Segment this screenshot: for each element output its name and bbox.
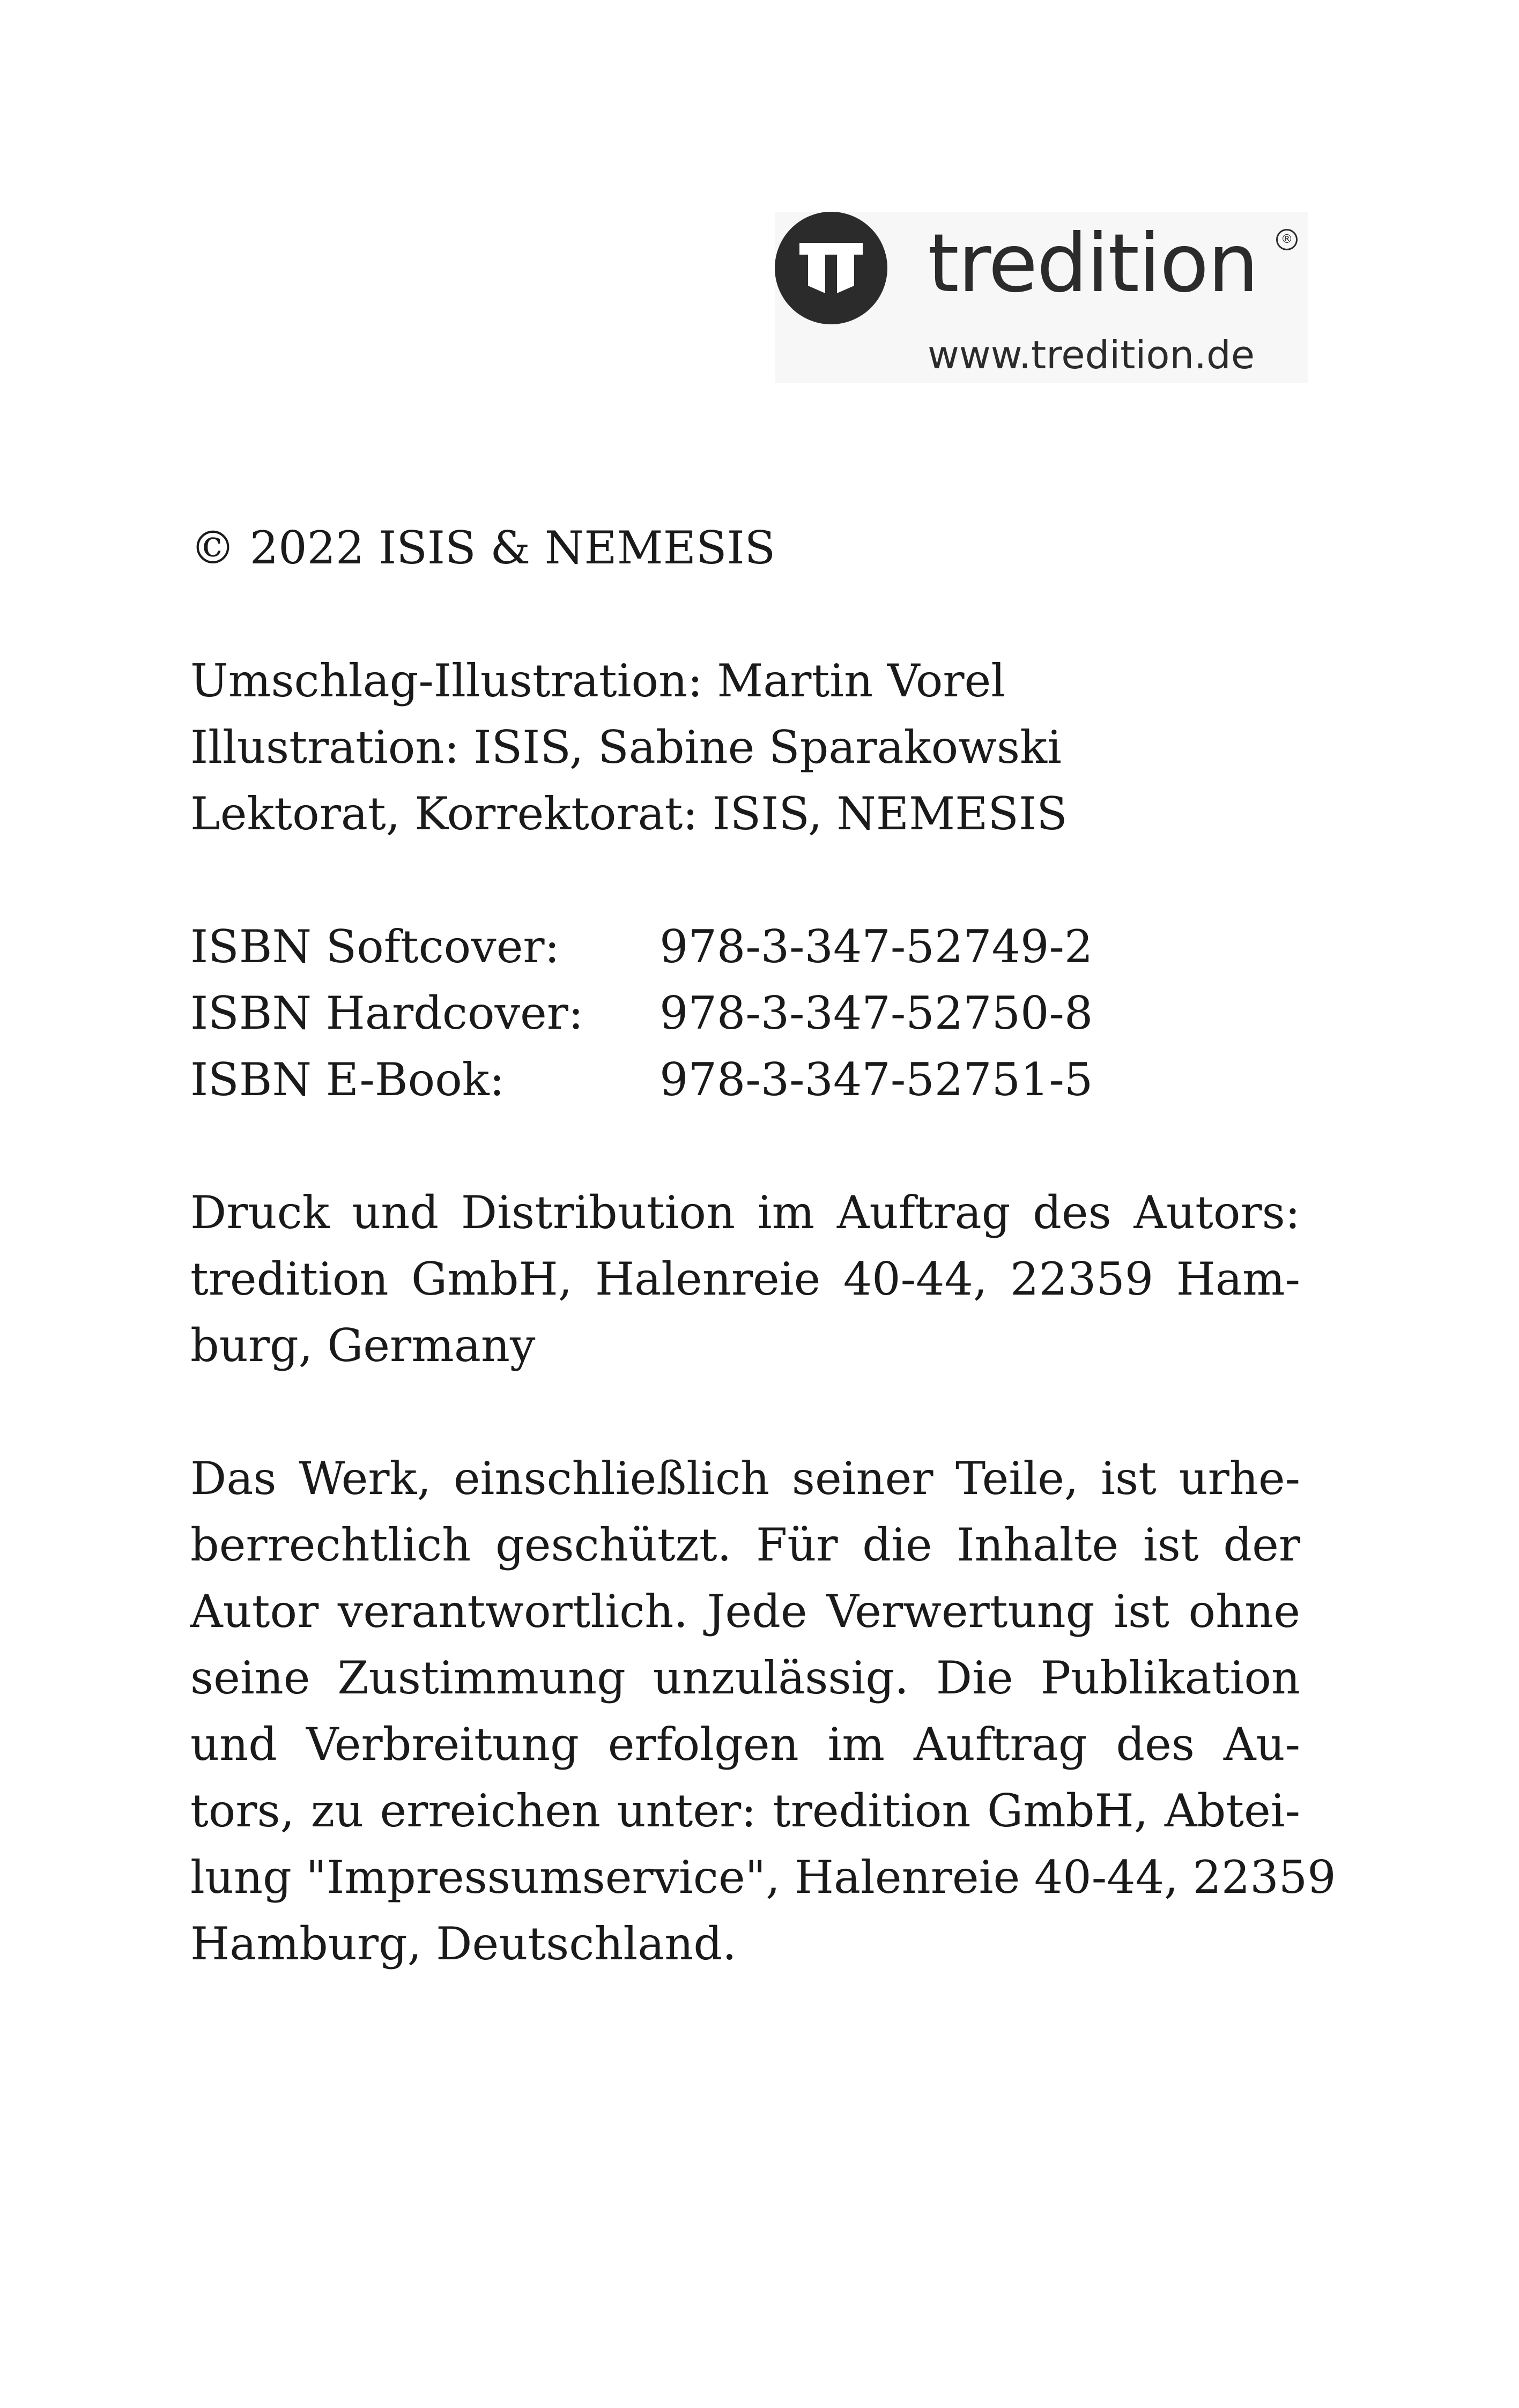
isbn-value: 978-3-347-52749-2 (660, 920, 1093, 973)
credits-paragraph (190, 648, 1300, 847)
spacer (190, 581, 1300, 648)
tredition-logo-icon (775, 212, 887, 324)
isbn-value: 978-3-347-52751-5 (660, 1053, 1093, 1106)
legal-line: lung "Impressumservice", Halenreie 40-44, 22359 (190, 1851, 1336, 1904)
copyright-paragraph (190, 515, 1300, 581)
isbn-value: 978-3-347-52750-8 (660, 987, 1093, 1039)
legal-paragraph (190, 1445, 1336, 1977)
spacer (190, 1379, 1300, 1445)
distribution-paragraph (190, 1179, 1300, 1379)
legal-line: tors, zu erreichen unter: tredition GmbH, Abtei- (190, 1785, 1300, 1837)
isbn-label: ISBN E-Book: (190, 1053, 505, 1106)
legal-line: seine Zustimmung unzulässig. Die Publikation (190, 1652, 1300, 1704)
copyright-line: © 2022 ISIS & NEMESIS (190, 522, 776, 574)
spacer (190, 847, 1300, 913)
legal-line: Das Werk, einschließlich seiner Teile, ist urhe- (190, 1452, 1300, 1505)
legal-line: Autor verantwortlich. Jede Verwertung ist ohne (190, 1585, 1300, 1638)
isbn-row (190, 913, 1300, 980)
credit-line: Lektorat, Korrektorat: ISIS, NEMESIS (190, 787, 1068, 840)
legal-line: berrechtlich geschützt. Für die Inhalte ist der (190, 1519, 1300, 1571)
publisher-logo (775, 212, 1308, 383)
isbn-label: ISBN Softcover: (190, 920, 560, 973)
distribution-line: burg, Germany (190, 1319, 536, 1372)
credit-line: Umschlag-Illustration: Martin Vorel (190, 655, 1006, 707)
logo-wordmark: tredition (928, 217, 1258, 310)
logo-url: www.tredition.de (928, 332, 1255, 377)
registered-mark: ® (1276, 229, 1298, 250)
isbn-row (190, 1046, 1300, 1113)
isbn-row (190, 980, 1300, 1046)
legal-line: Hamburg, Deutschland. (190, 1918, 737, 1970)
distribution-line: Druck und Distribution im Auftrag des Autors: (190, 1186, 1300, 1239)
imprint-content (190, 515, 1336, 1977)
legal-line: und Verbreitung erfolgen im Auftrag des Au- (190, 1718, 1300, 1771)
spacer (190, 1113, 1300, 1179)
distribution-line: tredition GmbH, Halenreie 40-44, 22359 Ham- (190, 1253, 1300, 1305)
isbn-label: ISBN Hardcover: (190, 987, 584, 1039)
credit-line: Illustration: ISIS, Sabine Sparakowski (190, 721, 1062, 774)
isbn-list (190, 913, 1300, 1113)
